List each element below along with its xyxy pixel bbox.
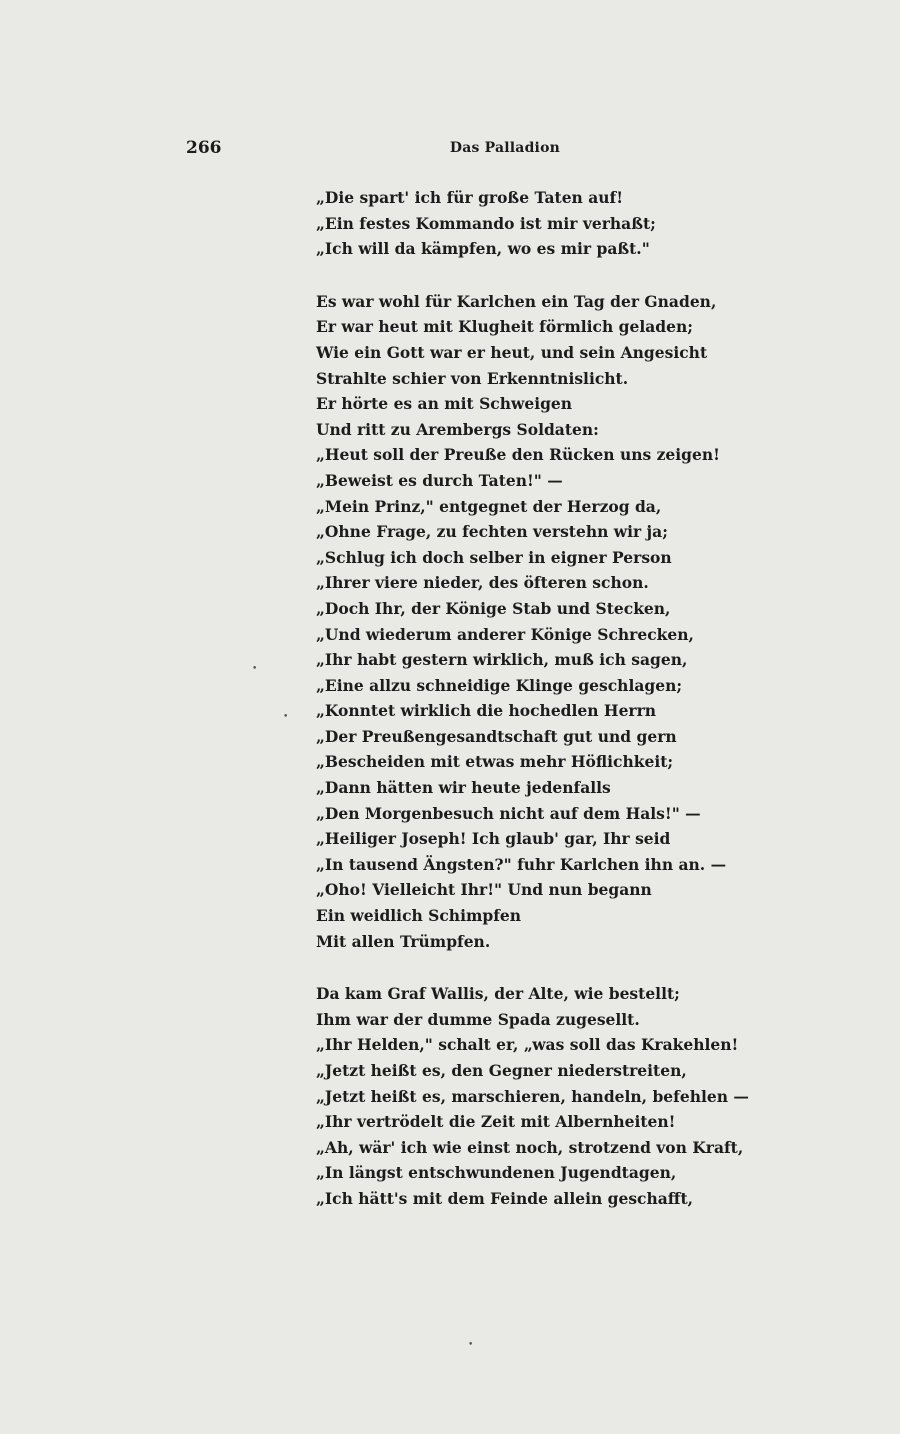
stanza [316,289,736,954]
paper-speck: • [252,664,258,674]
verse-line: „Ihr habt gestern wirklich, muß ich sagen, [316,650,688,670]
verse-line: Ihm war der dumme Spada zugesellt. [316,1009,640,1029]
verse-line: „Den Morgenbesuch nicht auf dem Hals!" — [316,803,701,823]
verse-line: „Dann hätten wir heute jedenfalls [316,778,611,798]
poem-body [316,185,749,1212]
verse-line: „In längst entschwundenen Jugendtagen, [316,1163,677,1183]
verse-line: „Jetzt heißt es, den Gegner niederstreiten, [316,1061,687,1080]
verse-line: „Heiliger Joseph! Ich glaub' gar, Ihr seid [316,829,671,849]
verse-line: „Heut soll der Preuße den Rücken uns zeigen! [316,445,720,465]
verse-line: „Bescheiden mit etwas mehr Höflichkeit; [316,752,674,772]
verse-line: „In tausend Ängsten?" fuhr Karlchen ihn an. — [316,854,727,874]
verse-line: „Und wiederum anderer Könige Schrecken, [316,624,694,644]
verse-line: Strahlte schier von Erkenntnislicht. [316,368,629,388]
verse-line: „Ah, wär' ich wie einst noch, strotzend von Kraft, [316,1137,744,1157]
verse-line: „Oho! Vielleicht Ihr!" Und nun begann [316,880,652,900]
verse-line: „Ihrer viere nieder, des öfteren schon. [316,573,649,593]
stanza [316,185,736,262]
verse-line: Mit allen Trümpfen. [316,931,491,951]
verse-line: „Eine allzu schneidige Klinge geschlagen; [316,675,683,695]
stanza-break [316,954,736,981]
stanza-break [316,262,736,289]
page-header [186,138,560,162]
verse-line: Da kam Graf Wallis, der Alte, wie bestellt; [316,984,680,1004]
verse-line: „Doch Ihr, der Könige Stab und Stecken, [316,598,671,618]
verse-line: „Ich will da kämpfen, wo es mir paßt." [316,239,650,259]
verse-line: Es war wohl für Karlchen ein Tag der Gnaden, [316,291,717,311]
verse-line: Wie ein Gott war er heut, und sein Angesicht [316,342,708,362]
paper-speck: • [283,712,289,722]
verse-line: „Die spart' ich für große Taten auf! [316,188,624,207]
running-title: Das Palladion [449,140,560,156]
paper-speck: • [468,1340,474,1350]
verse-line: Er war heut mit Klugheit förmlich geladen; [316,317,693,337]
verse-line: „Beweist es durch Taten!" — [316,470,563,490]
verse-line: „Der Preußengesandtschaft gut und gern [316,726,677,746]
stanza [316,981,749,1211]
verse-line: „Mein Prinz," entgegnet der Herzog da, [316,496,662,516]
verse-line: „Schlug ich doch selber in eigner Person [316,547,672,567]
verse-line: „Ihr Helden," schalt er, „was soll das Krakehlen! [316,1035,739,1055]
verse-line: „Ihr vertrödelt die Zeit mit Albernheiten! [316,1112,676,1132]
verse-line: „Jetzt heißt es, marschieren, handeln, befehlen — [316,1086,749,1106]
verse-line: „Ohne Frage, zu fechten verstehn wir ja; [316,522,668,542]
verse-line: „Ein festes Kommando ist mir verhaßt; [316,213,656,233]
verse-line: „Konntet wirklich die hochedlen Herrn [316,701,657,721]
page-number: 266 [186,138,222,158]
verse-line: Ein weidlich Schimpfen [316,906,522,926]
verse-line: Er hörte es an mit Schweigen [316,394,573,414]
verse-line: Und ritt zu Arembergs Soldaten: [316,419,599,439]
verse-line: „Ich hätt's mit dem Feinde allein geschafft, [316,1188,694,1208]
